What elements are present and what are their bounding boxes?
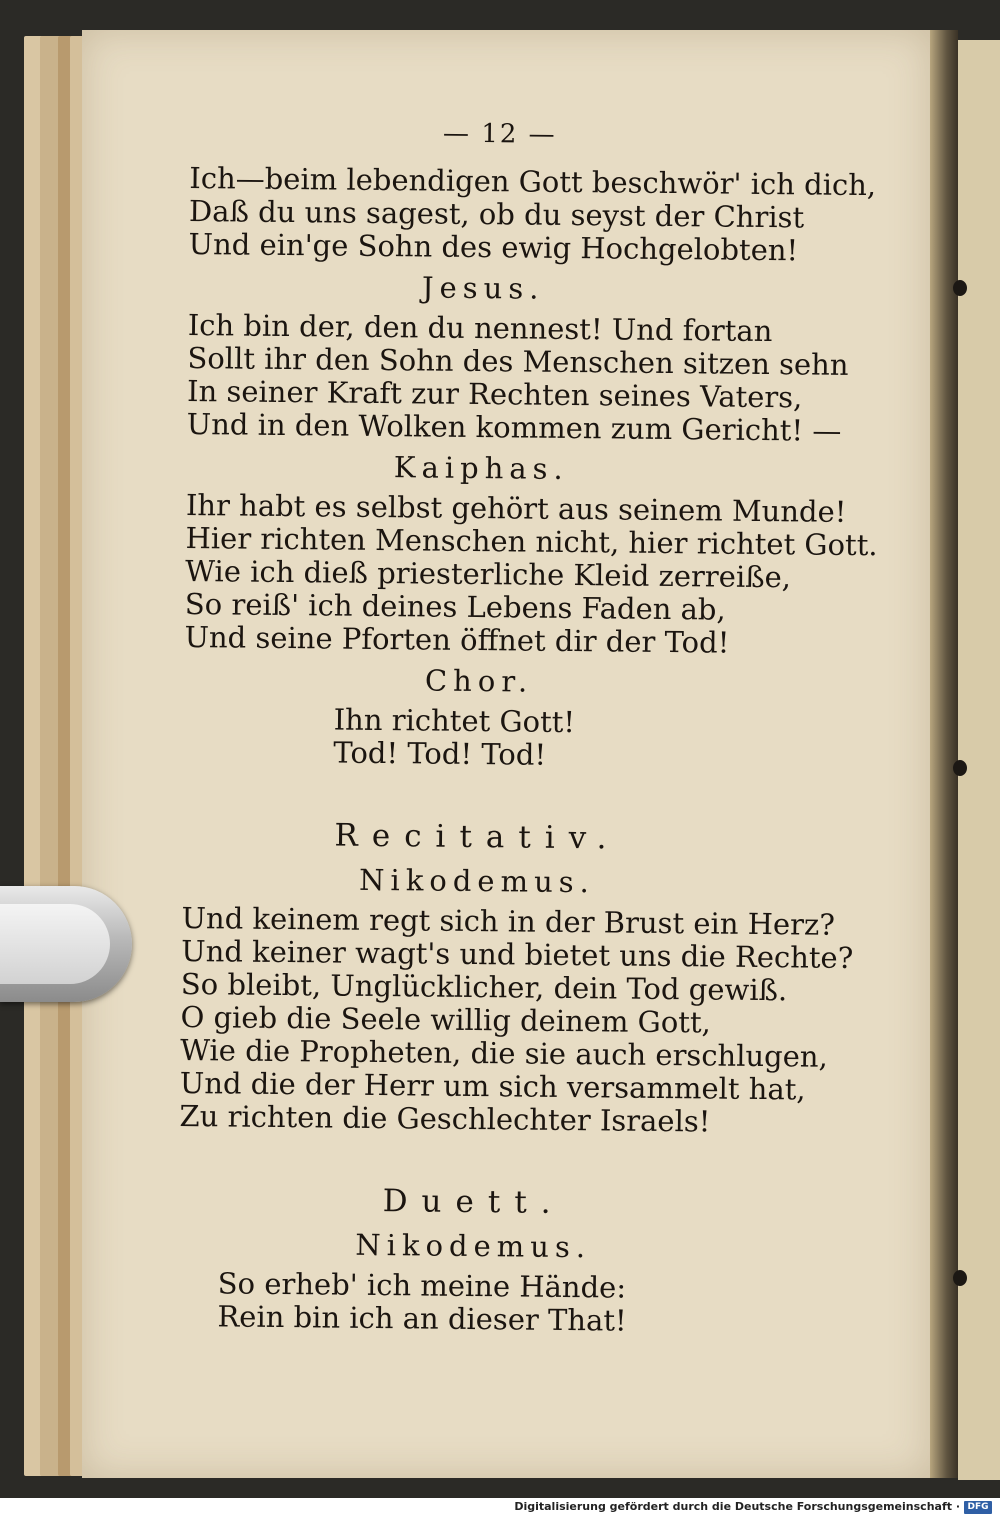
page-text [177, 116, 878, 1340]
section-heading: Duett. [382, 1183, 565, 1221]
verse-line: O gieb die Seele willig deinem Gott, [180, 999, 711, 1040]
verse-line: Ich bin der, den du nennest! Und fortan [187, 307, 773, 349]
page-number: — 12 — [442, 118, 557, 150]
verse-line: So bleibt, Unglücklicher, dein Tod gewiß. [180, 966, 788, 1008]
verse-line: Und seine Pforten öffnet dir der Tod! [184, 619, 730, 660]
verse-line: Wie die Propheten, die sie auch erschlugen, [180, 1032, 828, 1074]
speaker-name: Nikodemus. [355, 1227, 592, 1265]
funding-note: Digitalisierung gefördert durch die Deutsche Forschungsgemeinschaft · [514, 1500, 960, 1513]
verse-line: So reiß' ich deines Lebens Faden ab, [184, 586, 726, 627]
speaker-name: Chor. [424, 663, 534, 699]
footer-bar [0, 1498, 1000, 1518]
verse-line: Ich—beim lebendigen Gott beschwör' ich dich, [189, 160, 877, 203]
verse-line: Und keiner wagt's und bietet uns die Rechte? [181, 933, 854, 975]
next-page-edge [958, 40, 1000, 1480]
verse-line: Ihn richtet Gott! [333, 702, 576, 740]
verse-line: Und keinem regt sich in der Brust ein Herz? [181, 900, 836, 942]
section-heading: Recitativ. [334, 817, 621, 857]
dfg-logo-icon: DFG [964, 1501, 992, 1514]
verse-line: Zu richten die Geschlechter Israels! [179, 1098, 711, 1139]
page-clip [0, 886, 132, 1002]
section-gap [183, 768, 833, 821]
verse-line: Wie ich dieß priesterliche Kleid zerreiße, [185, 553, 792, 595]
speaker-name: Nikodemus. [358, 862, 596, 900]
speaker-name: Kaiphas. [393, 450, 569, 486]
binding-thread [953, 760, 967, 776]
verse-line: Daß du uns sagest, ob du seyst der Christ [188, 193, 805, 235]
verse-line: Tod! Tod! Tod! [333, 735, 547, 772]
binding-thread [953, 1270, 967, 1286]
text-blocks [177, 160, 878, 1340]
verse-line: Und in den Wolken kommen zum Gericht! — [186, 406, 842, 448]
verse-line: Und ein'ge Sohn des ewig Hochgelobten! [188, 226, 799, 268]
verse-line: So erheb' ich meine Hände: [217, 1266, 627, 1305]
binding-thread [953, 280, 967, 296]
book-spine [930, 30, 958, 1478]
verse-line: Sollt ihr den Sohn des Menschen sitzen sehn [187, 340, 849, 382]
speaker-name: Jesus. [421, 270, 545, 306]
page-clip-inner [0, 904, 110, 984]
verse-line: Und die der Herr um sich versammelt hat, [179, 1065, 806, 1107]
verse-line: Hier richten Menschen nicht, hier richtet Gott. [185, 520, 878, 563]
verse-line: Rein bin ich an dieser That! [217, 1299, 627, 1338]
section-gap [179, 1133, 829, 1186]
verse-line: In seiner Kraft zur Rechten seines Vaters, [186, 373, 803, 415]
verse-line: Ihr habt es selbst gehört aus seinem Munde! [185, 487, 847, 529]
